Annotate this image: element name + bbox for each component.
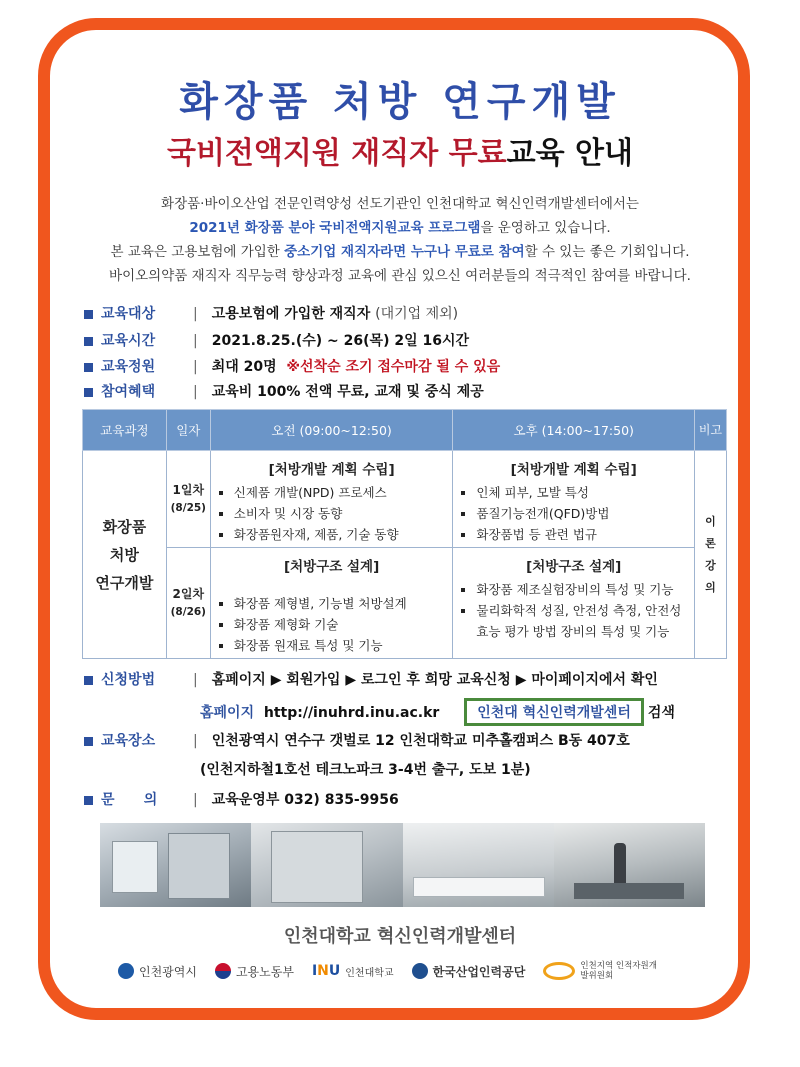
- logo-row: [118, 955, 698, 987]
- lab-photo-1: [100, 823, 251, 907]
- intro-line-3: 본 교육은 고용보험에 가입한 중소기업 재직자라면 누구나 무료로 참여할 수 있는 좋은 기회입니다.: [110, 244, 690, 260]
- intro-line-4: 바이오의약품 재직자 직무능력 향상과정 교육에 관심 있으신 여러분들의 적극적인 참여를 바랍니다.: [109, 268, 691, 284]
- bullet-square-icon: [84, 796, 93, 805]
- classroom-photo-1: [403, 823, 554, 907]
- info-capacity: 교육정원 | 최대 20명 ※선착순 조기 접수마감 될 수 있음: [84, 356, 500, 376]
- list-item: ▪ 화장품 원재료 특성 및 기능: [234, 635, 452, 656]
- info-homepage: 홈페이지 http://inuhrd.inu.ac.kr 인천대 혁신인력개발센터 검색: [200, 698, 675, 726]
- logo-hrdkorea: 한국산업인력공단: [412, 963, 526, 980]
- day-1: 1일차 (8/25): [166, 451, 210, 548]
- incheon-city-emblem-icon: [118, 963, 134, 979]
- header-note: 비고: [695, 410, 727, 451]
- bullet-square-icon: [84, 388, 93, 397]
- day-1-am: [처방개발 계획 수립] ▪ 신제품 개발(NPD) 프로세스 ▪ 소비자 및 시장 동향 ▪ 화장품원자재, 제품, 기술 동향: [210, 451, 453, 548]
- taegeuk-icon: [215, 963, 231, 979]
- center-name: 인천대학교 혁신인력개발센터: [283, 926, 517, 947]
- intro-line-2: 2021년 화장품 분야 국비전액지원교육 프로그램을 운영하고 있습니다.: [189, 220, 611, 236]
- logo-inu: INU 인천대학교: [311, 963, 394, 979]
- schedule-table: [82, 409, 727, 659]
- info-time: 교육시간 | 2021.8.25.(수) ~ 26(목) 2일 16시간: [84, 330, 469, 350]
- list-item: ▪ 물리화학적 성질, 안전성 측정, 안전성 효능 평가 방법 장비의 특성 및 기능: [476, 600, 693, 642]
- list-item: ▪ 화장품원자재, 제품, 기술 동향: [234, 524, 452, 545]
- list-item: ▪ 신제품 개발(NPD) 프로세스: [234, 482, 452, 503]
- header-course: 교육과정: [83, 410, 167, 451]
- day-2-am: [처방구조 설계] ▪ 화장품 제형별, 기능별 처방설계 ▪ 화장품 제형화 기술 ▪ 화장품 원재료 특성 및 기능: [210, 547, 453, 658]
- table-header-row: [83, 410, 727, 451]
- search-term-box: 인천대 혁신인력개발센터: [464, 698, 644, 726]
- info-benefit: 참여혜택 | 교육비 100% 전액 무료, 교재 및 중식 제공: [84, 381, 484, 401]
- info-place: 교육장소 | 인천광역시 연수구 갯벌로 12 인천대학교 미추홀캠퍼스 B동 407호: [84, 730, 630, 750]
- homepage-link[interactable]: http://inuhrd.inu.ac.kr: [263, 705, 440, 721]
- bullet-square-icon: [84, 363, 93, 372]
- info-apply: 신청방법 | 홈페이지 ▶ 회원가입 ▶ 로그인 후 희망 교육신청 ▶ 마이페이지에서 확인: [84, 669, 658, 689]
- course-name: 화장품 처방 연구개발: [83, 451, 167, 659]
- list-item: ▪ 화장품 제형화 기술: [234, 614, 452, 635]
- logo-moel: 고용노동부: [215, 963, 294, 980]
- bullet-square-icon: [84, 676, 93, 685]
- day-2-pm: [처방구조 설계] ▪ 화장품 제조실험장비의 특성 및 기능 ▪ 물리화학적 성질, 안전성 측정, 안전성 효능 평가 방법 장비의 특성 및 기능: [453, 547, 695, 658]
- logo-rsc: 인천지역 인적자원개발위원회: [543, 961, 658, 981]
- hrdkorea-emblem-icon: [412, 963, 428, 979]
- list-item: ▪ 화장품 제조실험장비의 특성 및 기능: [476, 579, 693, 600]
- header-am: 오전 (09:00~12:50): [210, 410, 453, 451]
- list-item: ▪ 품질기능전개(QFD)방법: [476, 503, 693, 524]
- info-place-2: (인천지하철1호선 테크노파크 3-4번 출구, 도보 1분): [200, 762, 531, 778]
- note-cell: 이론 강의: [695, 451, 727, 659]
- inu-logo-icon: INU: [311, 963, 341, 979]
- day-1-pm: [처방개발 계획 수립] ▪ 인체 피부, 모발 특성 ▪ 품질기능전개(QFD)방법 ▪ 화장품법 등 관련 법규: [453, 451, 695, 548]
- sub-title: [0, 128, 800, 172]
- sub-title-dark: 교육 안내: [506, 136, 634, 171]
- list-item: ▪ 화장품법 등 관련 법규: [476, 524, 693, 545]
- intro-text: [70, 192, 730, 288]
- table-row: [83, 547, 727, 658]
- info-contact: 문 의 | 교육운영부 032) 835-9956: [84, 789, 399, 809]
- day-2: 2일차 (8/26): [166, 547, 210, 658]
- classroom-photo-2: [554, 823, 705, 907]
- info-target: 교육대상 | 고용보험에 가입한 재직자 (대기업 제외): [84, 303, 458, 323]
- bullet-square-icon: [84, 337, 93, 346]
- header-day: 일자: [166, 410, 210, 451]
- list-item: ▪ 화장품 제형별, 기능별 처방설계: [234, 593, 452, 614]
- intro-line-1: 화장품·바이오산업 전문인력양성 선도기관인 인천대학교 혁신인력개발센터에서는: [161, 196, 639, 212]
- lab-photo-2: [251, 823, 402, 907]
- logo-incheon-city: 인천광역시: [118, 963, 197, 980]
- main-title: 화장품 처방 연구개발: [179, 79, 621, 125]
- bullet-square-icon: [84, 737, 93, 746]
- bullet-square-icon: [84, 310, 93, 319]
- list-item: ▪ 소비자 및 시장 동향: [234, 503, 452, 524]
- list-item: ▪ 인체 피부, 모발 특성: [476, 482, 693, 503]
- table-row: [83, 451, 727, 548]
- rsc-logo-icon: [543, 962, 575, 980]
- photo-strip: [100, 823, 705, 907]
- header-pm: 오후 (14:00~17:50): [453, 410, 695, 451]
- sub-title-red: 국비전액지원 재직자 무료: [166, 136, 507, 171]
